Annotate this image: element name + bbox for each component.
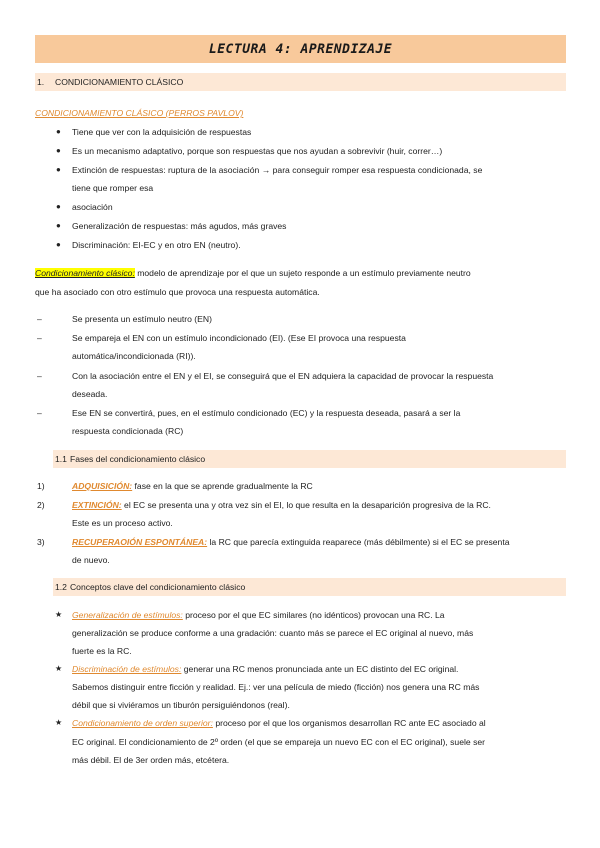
concept-item-continued: débil que si viviéramos un tiburón persiguiéndonos (real). (72, 700, 290, 710)
definition-paragraph (35, 268, 471, 278)
title-banner (35, 35, 566, 63)
phase-item-continued: Este es un proceso activo. (72, 518, 173, 528)
phase-item-continued: de nuevo. (72, 555, 110, 565)
bullet-item: Tiene que ver con la adquisición de respuestas (72, 127, 252, 137)
list-number: 3) (37, 537, 45, 547)
subsection-heading (53, 450, 566, 468)
phase-term: EXTINCIÓN: (72, 500, 122, 510)
bullet-item-continued: tiene que romper esa (72, 183, 154, 193)
star-icon: ★ (55, 718, 63, 727)
bullet-dot-icon: ● (56, 127, 61, 136)
concept-term: Generalización de estímulos: (72, 610, 183, 620)
dash-item: Se empareja el EN con un estímulo incondicionado (EI). (Ese EI provoca una respuesta (72, 333, 406, 343)
concept-item-continued: EC original. El condicionamiento de 2º orden (el que se empareja un nuevo EC con el EC original), suele ser (72, 737, 486, 747)
bullet-dot-icon: ● (56, 146, 61, 155)
bullet-item: Extinción de respuestas: ruptura de la asociación → para conseguir romper esa respuesta condicionada, se (72, 165, 483, 175)
phase-item (72, 537, 510, 547)
section-number: 1. (37, 77, 45, 87)
concept-term: Condicionamiento de orden superior: (72, 718, 213, 728)
concept-item-continued: Sabemos distinguir entre ficción y realidad. Ej.: ver una película de miedo (ficción) nos genera una RC más (72, 682, 480, 692)
dash-item: Se presenta un estímulo neutro (EN) (72, 314, 212, 324)
phase-text: fase en la que se aprende gradualmente la RC (132, 481, 313, 491)
bullet-dot-icon: ● (56, 165, 61, 174)
phase-item (72, 481, 313, 491)
section-heading (35, 73, 566, 91)
dash-item: Ese EN se convertirá, pues, en el estímulo condicionado (EC) y la respuesta deseada, pasará a ser la (72, 408, 461, 418)
concept-item (72, 718, 486, 728)
dash-marker: – (37, 333, 42, 343)
bullet-dot-icon: ● (56, 240, 61, 249)
dash-marker: – (37, 314, 42, 324)
star-icon: ★ (55, 610, 63, 619)
definition-text-continued: que ha asociado con otro estímulo que provoca una respuesta automática. (35, 287, 320, 297)
dash-marker: – (37, 371, 42, 381)
phase-term: ADQUISICIÓN: (72, 481, 133, 491)
concept-item-continued: fuerte es la RC. (72, 646, 132, 656)
section-label: CONDICIONAMIENTO CLÁSICO (55, 77, 184, 87)
page-title: LECTURA 4: APRENDIZAJE (208, 41, 393, 57)
bullet-item: Es un mecanismo adaptativo, porque son respuestas que nos ayudan a sobrevivir (huir, correr…) (72, 146, 443, 156)
star-icon: ★ (55, 664, 63, 673)
phase-term: RECUPERAOIÓN ESPONTÁNEA: (72, 537, 208, 547)
bullet-dot-icon: ● (56, 221, 61, 230)
subsection-number: 1.2 (55, 582, 67, 592)
phase-text: el EC se presenta una y otra vez sin el EI, lo que resulta en la desaparición progresiva de la RC. (121, 500, 491, 510)
list-number: 2) (37, 500, 45, 510)
concept-item (72, 610, 445, 620)
concept-text: proceso por el que los organismos desarrollan RC ante EC asociado al (212, 718, 486, 728)
bullet-item: Discriminación: EI-EC y en otro EN (neutro). (72, 240, 241, 250)
dash-item-continued: deseada. (72, 389, 108, 399)
highlighted-term: Condicionamiento clásico: (35, 268, 135, 278)
phase-text: la RC que parecía extinguida reaparece (más débilmente) si el EC se presenta (207, 537, 510, 547)
dash-marker: – (37, 408, 42, 418)
bullet-dot-icon: ● (56, 202, 61, 211)
definition-text: modelo de aprendizaje por el que un sujeto responde a un estímulo previamente neutro (134, 268, 471, 278)
dash-item-continued: respuesta condicionada (RC) (72, 426, 184, 436)
dash-item: Con la asociación entre el EN y el EI, se conseguirá que el EN adquiera la capacidad de provocar la respuesta (72, 371, 494, 381)
bullet-item: Generalización de respuestas: más agudos, más graves (72, 221, 287, 231)
concept-text: generar una RC menos pronunciada ante un EC distinto del EC original. (181, 664, 459, 674)
subsection-label: Fases del condicionamiento clásico (69, 454, 206, 464)
subsection-heading (53, 578, 566, 596)
concept-item-continued: más débil. El de 3er orden más, etcétera. (72, 755, 230, 765)
concept-item-continued: generalización se produce conforme a una gradación: cuanto más se parece el EC original al nuevo, más (72, 628, 474, 638)
concept-text: proceso por el que EC similares (no idénticos) provocan una RC. La (182, 610, 445, 620)
concept-item (72, 664, 458, 674)
subsection-title: CONDICIONAMIENTO CLÁSICO (PERROS PAVLOV) (35, 108, 244, 118)
dash-item-continued: automática/incondicionada (RI)). (72, 351, 196, 361)
list-number: 1) (37, 481, 45, 491)
subsection-label: Conceptos clave del condicionamiento clásico (69, 582, 246, 592)
subsection-number: 1.1 (55, 454, 67, 464)
bullet-item: asociación (72, 202, 113, 212)
concept-term: Discriminación de estímulos: (72, 664, 182, 674)
phase-item (72, 500, 491, 510)
